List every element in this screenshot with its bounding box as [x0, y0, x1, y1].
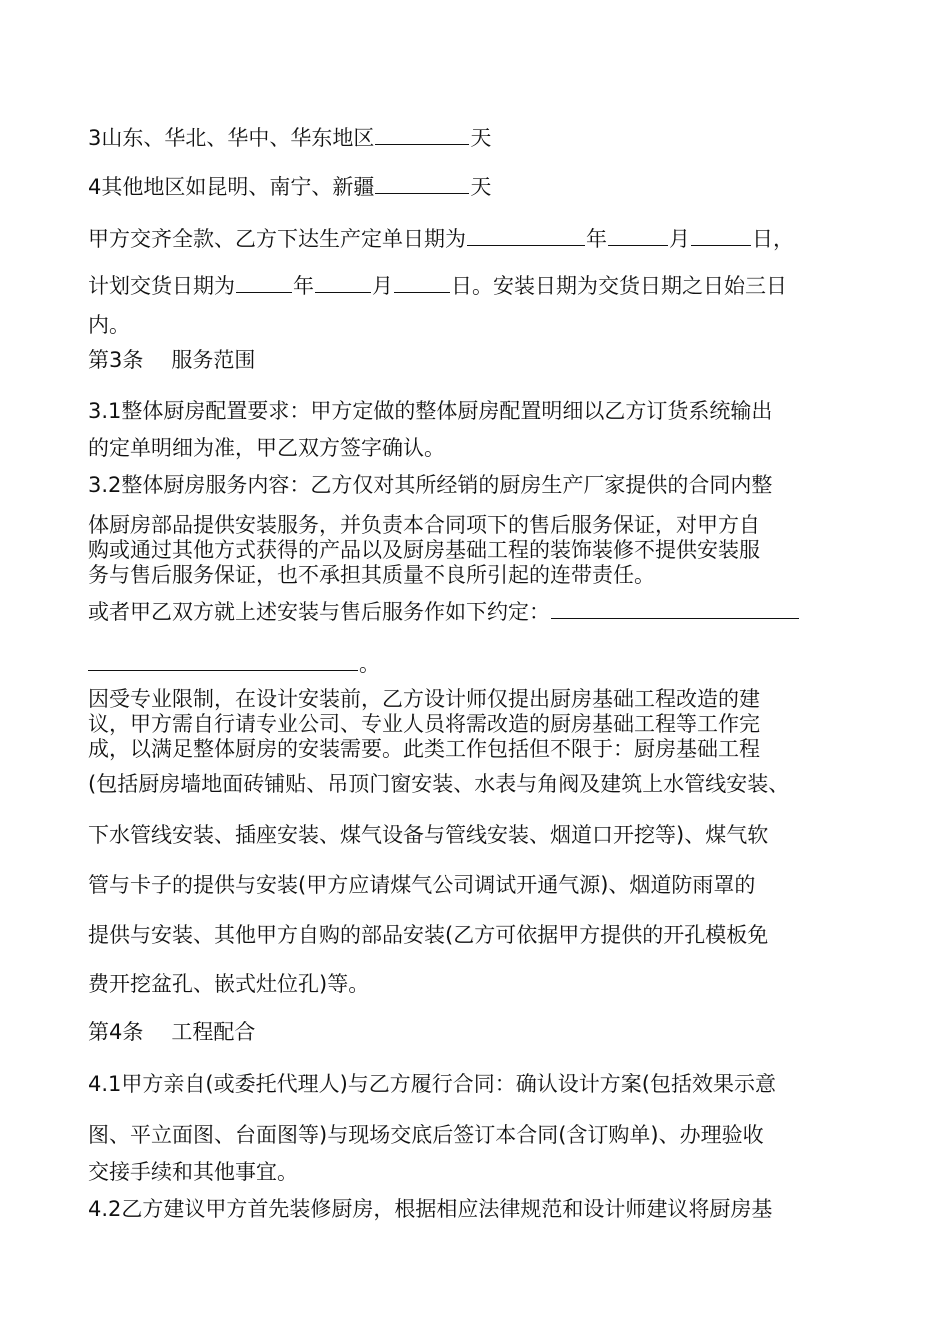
region-text: 3山东、华北、华中、华东地区 — [88, 126, 375, 150]
article-3-heading — [88, 347, 255, 373]
order-date-label: 甲方交齐全款、乙方下达生产定单日期为 — [88, 227, 466, 251]
paragraph-line: 成，以满足整体厨房的安装需要。此类工作包括但不限于：厨房基础工程 — [88, 737, 760, 761]
delivery-date-label: 计划交货日期为 — [88, 274, 235, 298]
paragraph-line: 管与卡子的提供与安装(甲方应请煤气公司调试开通气源)、烟道防雨罩的 — [88, 873, 756, 897]
paragraph-line: 3.1整体厨房配置要求：甲方定做的整体厨房配置明细以乙方订货系统输出 — [88, 399, 773, 423]
delivery-days-other — [88, 173, 491, 200]
month-unit: 月 — [372, 274, 393, 298]
paragraph-line: 内。 — [88, 313, 130, 337]
paragraph-line: 图、平立面图、台面图等)与现场交底后签订本合同(含订购单)、办理验收 — [88, 1123, 764, 1147]
paragraph-line: 因受专业限制，在设计安装前，乙方设计师仅提出厨房基础工程改造的建 — [88, 687, 760, 711]
paragraph-line: 4.1甲方亲自(或委托代理人)与乙方履行合同：确认设计方案(包括效果示意 — [88, 1072, 776, 1096]
article-title: 服务范围 — [171, 348, 256, 372]
paragraph-line: 提供与安装、其他甲方自购的部品安装(乙方可依据甲方提供的开孔模板免 — [88, 923, 769, 947]
article-number: 第3条 — [88, 348, 144, 372]
period: 。 — [359, 652, 380, 676]
paragraph-line: 4.2乙方建议甲方首先装修厨房，根据相应法律规范和设计师建议将厨房基 — [88, 1197, 773, 1221]
article-number: 第4条 — [88, 1020, 144, 1044]
agreement-blank-continued[interactable] — [88, 650, 358, 671]
order-day-blank[interactable] — [691, 225, 751, 246]
month-unit: 月 — [669, 227, 690, 251]
agreement-label: 或者甲乙双方就上述安装与售后服务作如下约定： — [88, 600, 550, 624]
agreement-blank[interactable] — [551, 598, 799, 619]
paragraph-line: (包括厨房墙地面砖铺贴、吊顶门窗安装、水表与角阀及建筑上水管线安装、 — [88, 772, 790, 796]
paragraph-line: 的定单明细为准，甲乙双方签字确认。 — [88, 436, 445, 460]
paragraph-line: 议，甲方需自行请专业公司、专业人员将需改造的厨房基础工程等工作完 — [88, 712, 760, 736]
paragraph-line: 务与售后服务保证，也不承担其质量不良所引起的连带责任。 — [88, 563, 655, 587]
year-unit: 年 — [293, 274, 314, 298]
paragraph-line: 购或通过其他方式获得的产品以及厨房基础工程的装饰装修不提供安装服 — [88, 538, 760, 562]
delivery-day-blank[interactable] — [394, 272, 450, 293]
order-year-blank[interactable] — [467, 225, 585, 246]
paragraph-line: 体厨房部品提供安装服务，并负责本合同项下的售后服务保证，对甲方自 — [88, 513, 760, 537]
paragraph-line: 下水管线安装、插座安装、煤气设备与管线安装、烟道口开挖等)、煤气软 — [88, 823, 769, 847]
days-blank[interactable] — [375, 173, 469, 194]
days-blank[interactable] — [375, 124, 469, 145]
order-date-line — [88, 225, 794, 252]
days-unit: 天 — [470, 126, 492, 150]
region-text: 4其他地区如昆明、南宁、新疆 — [88, 175, 375, 199]
paragraph-line: 交接手续和其他事宜。 — [88, 1160, 298, 1184]
days-unit: 天 — [470, 175, 492, 199]
delivery-date-line — [88, 272, 787, 299]
delivery-month-blank[interactable] — [315, 272, 371, 293]
paragraph-line: 3.2整体厨房服务内容：乙方仅对其所经销的厨房生产厂家提供的合同内整 — [88, 473, 773, 497]
article-4-heading — [88, 1019, 255, 1045]
agreement-continuation-line — [88, 650, 380, 677]
year-unit: 年 — [586, 227, 607, 251]
delivery-year-blank[interactable] — [236, 272, 292, 293]
order-month-blank[interactable] — [608, 225, 668, 246]
article-title: 工程配合 — [171, 1020, 256, 1044]
agreement-line — [88, 598, 800, 625]
day-unit-and-install: 日。安装日期为交货日期之日始三日 — [451, 274, 787, 298]
paragraph-line: 费开挖盆孔、嵌式灶位孔)等。 — [88, 972, 370, 996]
day-unit: 日， — [752, 227, 794, 251]
delivery-days-shandong — [88, 124, 491, 151]
